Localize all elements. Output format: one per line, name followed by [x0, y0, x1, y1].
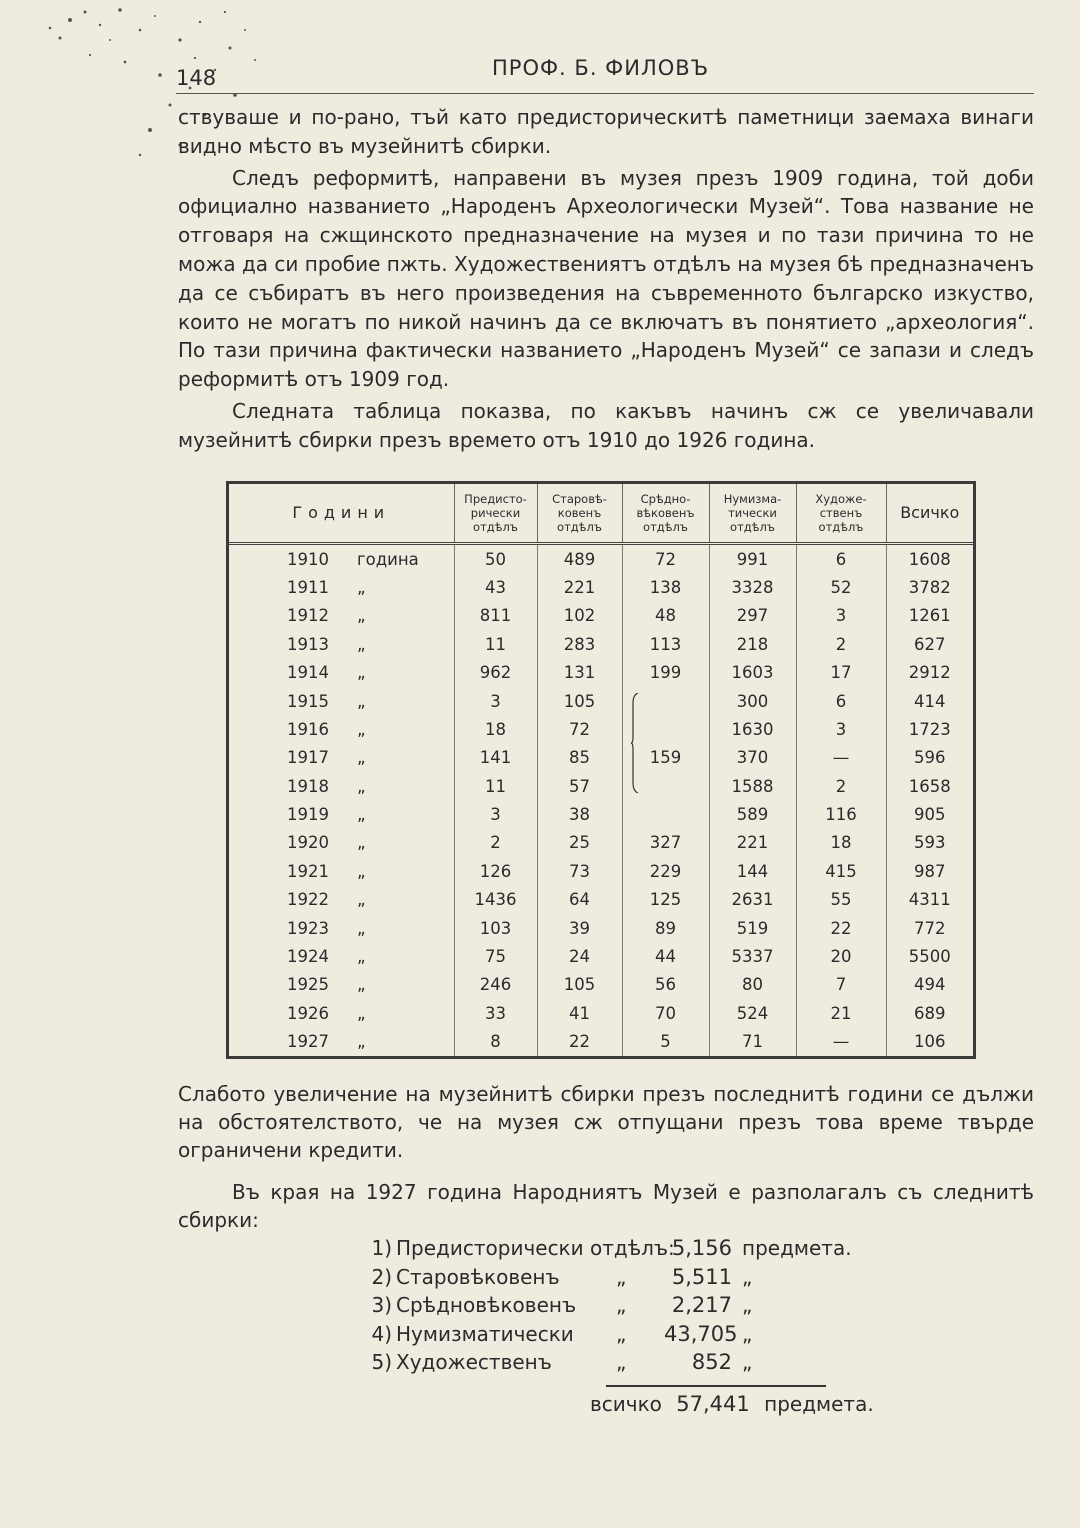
cell-prehistoric: 103 [454, 914, 537, 942]
cell-art: 3 [796, 715, 886, 743]
cell-prehistoric: 18 [454, 715, 537, 743]
year-suffix: „ [357, 748, 366, 768]
header-rule [176, 93, 1034, 94]
cell-old: 102 [537, 602, 622, 630]
cell-prehistoric: 811 [454, 602, 537, 630]
header-old: Старовѣ-ковенъ отдѣлъ [537, 484, 622, 544]
cell-prehistoric: 11 [454, 772, 537, 800]
cell-old: 85 [537, 744, 622, 772]
year-suffix: „ [357, 719, 366, 739]
cell-art: 3 [796, 602, 886, 630]
cell-total: 494 [914, 975, 946, 995]
cell-numismatic: 144 [709, 857, 796, 885]
paragraph: Следъ реформитѣ, направени въ музея презъ 1909 година, той доби официално названието „Народенъ Археологически Музей“. Това название не отговаря на сжщинското предназначение на музея и по тази причина то не можа да си пробие пжть. Художествениятъ отдѣлъ на музея бѣ предназначенъ да се събиратъ въ него произведения на съвременното българско изкуство, които не могатъ по никой начинъ да се включатъ въ понятието „археология“. По тази причина фактически названието „Народенъ Музей“ се запази и следъ реформитѣ отъ 1909 год. [178, 165, 1034, 392]
cell-total: 772 [914, 918, 946, 938]
cell-old: 283 [537, 630, 622, 658]
cell-year [229, 1027, 454, 1056]
cell-total: 905 [914, 805, 946, 825]
cell-medieval: 44 [622, 942, 709, 970]
cell-numismatic: 3328 [709, 573, 796, 601]
cell-art: 116 [796, 800, 886, 828]
cell-art: 55 [796, 886, 886, 914]
year-value: 1911 [287, 578, 329, 598]
table-row [229, 687, 973, 715]
cell-year [229, 573, 454, 601]
table-row [229, 971, 973, 999]
cell-old: 64 [537, 886, 622, 914]
table-row [229, 886, 973, 914]
cell-medieval: 138 [622, 573, 709, 601]
paragraph: ствуваше и по-рано, тъй като предисторическитѣ паметници заемаха винаги видно мѣсто въ музейнитѣ сбирки. [178, 105, 1034, 158]
total-count: 57,441 [676, 1392, 750, 1416]
cell-old: 105 [537, 687, 622, 715]
table-body [229, 544, 973, 1057]
cell-total: 1723 [908, 719, 951, 739]
cell-numismatic: 1603 [709, 659, 796, 687]
table-row [229, 829, 973, 857]
cell-art: 20 [796, 942, 886, 970]
header-numismatic: Нумизма-тически отдѣлъ [709, 484, 796, 544]
year-value: 1927 [287, 1032, 329, 1052]
year-suffix: „ [357, 1003, 366, 1023]
cell-art: — [796, 744, 886, 772]
cell-art: 2 [796, 630, 886, 658]
cell-year [229, 829, 454, 857]
collection-unit: „ [742, 1321, 753, 1346]
year-value: 1921 [287, 861, 329, 881]
cell-total: 1608 [908, 549, 951, 569]
year-value: 1923 [287, 918, 329, 938]
cell-numismatic: 71 [709, 1027, 796, 1056]
cell-total: 3782 [908, 578, 951, 598]
cell-year [229, 772, 454, 800]
year-suffix: „ [357, 861, 366, 881]
cell-numismatic: 5337 [709, 942, 796, 970]
cell-art: 6 [796, 544, 886, 574]
cell-medieval: 327 [622, 829, 709, 857]
cell-year [229, 744, 454, 772]
cell-year [229, 857, 454, 885]
table-row [229, 999, 973, 1027]
collection-unit: „ [742, 1350, 753, 1374]
year-value: 1913 [287, 634, 329, 654]
cell-old: 41 [537, 999, 622, 1027]
cell-total: 4311 [908, 890, 951, 910]
collection-ditto: „ [616, 1264, 627, 1289]
collection-name: Нумизматически [396, 1321, 574, 1346]
cell-old: 39 [537, 914, 622, 942]
cell-numismatic: 519 [709, 914, 796, 942]
table-row [229, 630, 973, 658]
year-suffix: „ [357, 918, 366, 938]
cell-total: 593 [914, 833, 946, 853]
body-text [178, 103, 1034, 458]
total-unit: предмета. [764, 1392, 874, 1416]
year-suffix: „ [357, 663, 366, 683]
cell-total: 106 [914, 1032, 946, 1052]
collection-count: 5,156 [671, 1236, 732, 1260]
year-value: 1920 [287, 833, 329, 853]
sum-rule [606, 1385, 826, 1387]
cell-old: 24 [537, 942, 622, 970]
cell-numismatic: 300 [709, 687, 796, 715]
cell-art: 415 [796, 857, 886, 885]
closing-text [178, 1080, 1034, 1248]
cell-art: — [796, 1027, 886, 1056]
cell-year [229, 971, 454, 999]
cell-prehistoric: 246 [454, 971, 537, 999]
table-row [229, 857, 973, 885]
cell-art: 6 [796, 687, 886, 715]
year-suffix: „ [357, 578, 366, 598]
cell-medieval: 113 [622, 630, 709, 658]
year-value: 1915 [287, 691, 329, 711]
cell-medieval: 125 [622, 886, 709, 914]
cell-medieval: 48 [622, 602, 709, 630]
year-suffix: „ [357, 776, 366, 796]
cell-prehistoric: 126 [454, 857, 537, 885]
header-total: Всичко [886, 484, 973, 544]
header-prehistoric: Предисто-рически отдѣлъ [454, 484, 537, 544]
collection-name: Срѣдновѣковенъ [396, 1293, 577, 1317]
year-value: 1925 [287, 975, 329, 995]
collection-index: 1) [371, 1236, 392, 1260]
collection-name: Предисторически отдѣлъ: [396, 1236, 675, 1260]
table-row [229, 800, 973, 828]
cell-old: 131 [537, 659, 622, 687]
cell-prehistoric: 75 [454, 942, 537, 970]
cell-prehistoric: 50 [454, 544, 537, 574]
cell-prehistoric: 3 [454, 687, 537, 715]
year-value: 1922 [287, 890, 329, 910]
year-suffix: „ [357, 833, 366, 853]
cell-year [229, 630, 454, 658]
cell-numismatic: 370 [709, 744, 796, 772]
cell-prehistoric: 141 [454, 744, 537, 772]
cell-prehistoric: 962 [454, 659, 537, 687]
cell-numismatic: 991 [709, 544, 796, 574]
cell-numismatic: 2631 [709, 886, 796, 914]
cell-art: 21 [796, 999, 886, 1027]
cell-year [229, 544, 454, 574]
cell-numismatic: 221 [709, 829, 796, 857]
year-value: 1914 [287, 663, 329, 683]
year-value: 1919 [287, 805, 329, 825]
cell-old: 57 [537, 772, 622, 800]
collection-ditto: „ [616, 1350, 627, 1374]
total-label: всичко [590, 1392, 662, 1416]
year-suffix: „ [357, 890, 366, 910]
collection-count: 2,217 [671, 1293, 732, 1317]
cell-total: 627 [914, 634, 946, 654]
cell-medieval-merged: 159 [622, 687, 709, 829]
year-suffix: „ [357, 975, 366, 995]
cell-medieval: 56 [622, 971, 709, 999]
year-suffix: „ [357, 606, 366, 626]
cell-numismatic: 589 [709, 800, 796, 828]
cell-prehistoric: 33 [454, 999, 537, 1027]
table-row [229, 715, 973, 743]
cell-year [229, 886, 454, 914]
year-value: 1917 [287, 748, 329, 768]
paragraph: Въ края на 1927 година Народниятъ Музей е разполагалъ съ следнитѣ сбирки: [178, 1180, 1034, 1232]
cell-numismatic: 1630 [709, 715, 796, 743]
cell-total: 414 [914, 691, 946, 711]
cell-prehistoric: 8 [454, 1027, 537, 1056]
table-row [229, 744, 973, 772]
year-value: 1926 [287, 1003, 329, 1023]
table-row [229, 1027, 973, 1056]
page-number: 148 [176, 66, 217, 90]
cell-numismatic: 297 [709, 602, 796, 630]
year-value: 1910 [287, 549, 329, 569]
cell-art: 52 [796, 573, 886, 601]
table-row [229, 942, 973, 970]
table-header-row [229, 484, 973, 544]
collection-unit: „ [742, 1264, 753, 1289]
acquisitions-table [226, 481, 976, 1059]
cell-old: 22 [537, 1027, 622, 1056]
collection-count: 852 [691, 1350, 732, 1374]
cell-art: 2 [796, 772, 886, 800]
cell-total: 1658 [908, 776, 951, 796]
cell-total: 987 [914, 861, 946, 881]
year-suffix: „ [357, 634, 366, 654]
cell-art: 17 [796, 659, 886, 687]
cell-total: 1261 [908, 606, 951, 626]
table-row [229, 602, 973, 630]
header-years: Години [229, 484, 454, 544]
table-row [229, 772, 973, 800]
year-suffix: „ [357, 946, 366, 966]
collections-total [590, 1392, 874, 1416]
cell-old: 38 [537, 800, 622, 828]
cell-old: 221 [537, 573, 622, 601]
cell-old: 25 [537, 829, 622, 857]
collection-unit: „ [742, 1293, 753, 1317]
collection-index: 5) [371, 1350, 392, 1374]
cell-prehistoric: 1436 [454, 886, 537, 914]
running-head: ПРОФ. Б. ФИЛОВЪ [492, 56, 710, 80]
paragraph: Слабото увеличение на музейнитѣ сбирки презъ последнитѣ години се дължи на обстоятелството, че на музея сж отпущани презъ това време твърде ограничени кредити. [178, 1082, 1034, 1162]
header-art: Художе-ственъ отдѣлъ [796, 484, 886, 544]
year-value: 1924 [287, 946, 329, 966]
cell-old: 73 [537, 857, 622, 885]
cell-old: 489 [537, 544, 622, 574]
cell-prehistoric: 11 [454, 630, 537, 658]
year-suffix: година [357, 549, 419, 569]
cell-numismatic: 1588 [709, 772, 796, 800]
cell-total: 689 [914, 1003, 946, 1023]
cell-medieval: 89 [622, 914, 709, 942]
year-suffix: „ [357, 691, 366, 711]
collection-index: 2) [371, 1264, 392, 1289]
cell-medieval: 72 [622, 544, 709, 574]
cell-total: 2912 [908, 663, 951, 683]
year-value: 1916 [287, 719, 329, 739]
cell-year [229, 942, 454, 970]
cell-medieval: 199 [622, 659, 709, 687]
cell-art: 7 [796, 971, 886, 999]
collection-index: 4) [371, 1321, 392, 1346]
table-row [229, 544, 973, 574]
collection-ditto: „ [616, 1321, 627, 1346]
collection-index: 3) [371, 1293, 392, 1317]
cell-year [229, 800, 454, 828]
cell-medieval: 5 [622, 1027, 709, 1056]
cell-prehistoric: 2 [454, 829, 537, 857]
collection-count: 43,705 [664, 1321, 738, 1346]
cell-prehistoric: 43 [454, 573, 537, 601]
cell-year [229, 999, 454, 1027]
collection-ditto: „ [616, 1293, 627, 1317]
year-value: 1918 [287, 776, 329, 796]
cell-total: 5500 [908, 946, 951, 966]
cell-medieval: 70 [622, 999, 709, 1027]
curly-brace [631, 693, 639, 793]
cell-prehistoric: 3 [454, 800, 537, 828]
cell-year [229, 602, 454, 630]
cell-medieval: 229 [622, 857, 709, 885]
cell-year [229, 687, 454, 715]
collection-name: Художественъ [396, 1350, 552, 1374]
cell-art: 18 [796, 829, 886, 857]
cell-numismatic: 524 [709, 999, 796, 1027]
cell-old: 72 [537, 715, 622, 743]
year-suffix: „ [357, 1032, 366, 1052]
table-row [229, 573, 973, 601]
collection-name: Старовѣковенъ [396, 1264, 560, 1289]
cell-year [229, 914, 454, 942]
collection-count: 5,511 [671, 1264, 732, 1289]
cell-numismatic: 218 [709, 630, 796, 658]
table-row [229, 914, 973, 942]
year-value: 1912 [287, 606, 329, 626]
cell-year [229, 659, 454, 687]
cell-total: 596 [914, 748, 946, 768]
collection-unit: предмета. [742, 1236, 852, 1260]
table-row [229, 659, 973, 687]
cell-art: 22 [796, 914, 886, 942]
paragraph: Следната таблица показва, по какъвъ начинъ сж се увеличавали музейнитѣ сбирки презъ времето отъ 1910 до 1926 година. [178, 398, 1034, 452]
cell-numismatic: 80 [709, 971, 796, 999]
cell-year [229, 715, 454, 743]
cell-old: 105 [537, 971, 622, 999]
year-suffix: „ [357, 805, 366, 825]
header-medieval: Срѣдно-вѣковенъ отдѣлъ [622, 484, 709, 544]
